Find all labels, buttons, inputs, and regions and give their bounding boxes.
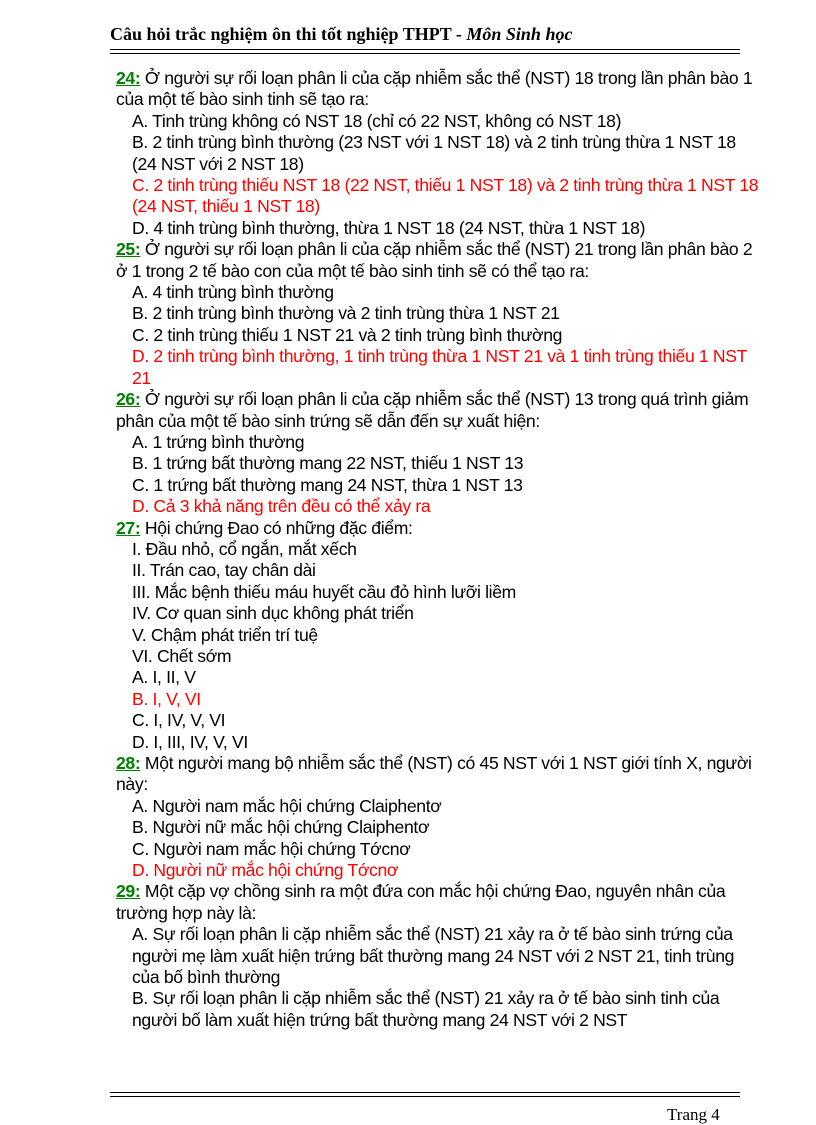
question-number: 25: (116, 239, 141, 260)
statement-i: I. Đầu nhỏ, cổ ngắn, mắt xếch (132, 538, 357, 559)
header-subject: Môn Sinh học (466, 24, 573, 44)
option-c: C. Người nam mắc hội chứng Tớcnơ (132, 838, 411, 859)
statement-iv: IV. Cơ quan sinh dục không phát triển (132, 603, 414, 624)
header-separator: - (451, 24, 467, 44)
option-b: B. Sự rối loạn phân li cặp nhiễm sắc thể (NST) 21 xảy ra ở tế bào sinh tinh của người bố làm xuất hiện trứng bất thường mang 24 NST với 2 NST (132, 988, 720, 1030)
question-stem: Ở người sự rối loạn phân li của cặp nhiễm sắc thể (NST) 18 trong lần phân bào 1 của một tế bào sinh tinh sẽ tạo ra: (116, 68, 753, 110)
header-rule-bottom (110, 53, 740, 54)
option-d: D. 4 tinh trùng bình thường, thừa 1 NST 18 (24 NST, thừa 1 NST 18) (132, 217, 646, 238)
option-a: A. Người nam mắc hội chứng Claiphentơ (132, 795, 442, 816)
option-d: D. I, III, IV, V, VI (132, 731, 248, 752)
question-24 (110, 68, 760, 111)
question-number: 29: (116, 881, 141, 902)
page-header (110, 22, 740, 46)
option-c: C. 2 tinh trùng thiếu 1 NST 21 và 2 tinh trùng bình thường (132, 324, 563, 345)
option-a: A. 4 tinh trùng bình thường (132, 282, 334, 303)
question-26 (110, 389, 760, 432)
option-b-answer: B. I, V, VI (132, 688, 201, 709)
option-c-answer: C. 2 tinh trùng thiếu NST 18 (22 NST, thiếu 1 NST 18) và 2 tinh trùng thừa 1 NST 18 (24 NST, thiếu 1 NST 18) (132, 175, 759, 217)
page-number: Trang 4 (667, 1105, 720, 1124)
header-title: Câu hỏi trắc nghiệm ôn thi tốt nghiệp THPT (110, 24, 452, 44)
option-a: A. I, II, V (132, 667, 196, 688)
statement-ii: II. Trán cao, tay chân dài (132, 560, 316, 581)
option-d-answer: D. Cả 3 khả năng trên đều có thể xảy ra (132, 496, 431, 517)
option-a: A. Tinh trùng không có NST 18 (chỉ có 22 NST, không có NST 18) (132, 110, 622, 131)
statement-vi: VI. Chết sớm (132, 645, 232, 666)
question-stem: Một cặp vợ chồng sinh ra một đứa con mắc hội chứng Đao, nguyên nhân của trường hợp này là: (116, 881, 726, 923)
option-b: B. 1 trứng bất thường mang 22 NST, thiếu 1 NST 13 (132, 453, 524, 474)
question-stem: Ở người sự rối loạn phân li của cặp nhiễm sắc thể (NST) 21 trong lần phân bào 2 ở 1 trong 2 tế bào con của một tế bào sinh tinh sẽ có thể tạo ra: (116, 239, 753, 281)
option-b: B. 2 tinh trùng bình thường và 2 tinh trùng thừa 1 NST 21 (132, 303, 560, 324)
footer-rule-bottom (110, 1096, 740, 1097)
question-list (110, 68, 760, 1031)
question-27 (110, 518, 760, 539)
question-number: 28: (116, 753, 141, 773)
option-d-answer: D. 2 tinh trùng bình thường, 1 tinh trùng thừa 1 NST 21 và 1 tinh trùng thiếu 1 NST 21 (132, 346, 747, 388)
statement-v: V. Chậm phát triển trí tuệ (132, 624, 318, 645)
question-number: 24: (116, 68, 141, 88)
question-stem: Ở người sự rối loạn phân li của cặp nhiễm sắc thể (NST) 13 trong quá trình giảm phân của một tế bào sinh trứng sẽ dẫn đến sự xuất hiện: (116, 389, 749, 431)
question-29 (110, 881, 760, 924)
option-b: B. Người nữ mắc hội chứng Claiphentơ (132, 817, 430, 838)
option-b: B. 2 tinh trùng bình thường (23 NST với 1 NST 18) và 2 tinh trùng thừa 1 NST 18 (24 NST với 2 NST 18) (132, 132, 736, 174)
question-number: 27: (116, 517, 141, 538)
question-25 (110, 239, 760, 282)
option-a: A. Sự rối loạn phân li cặp nhiễm sắc thể (NST) 21 xảy ra ở tế bào sinh trứng của người mẹ làm xuất hiện trứng bất thường mang 24 NST với 2 NST 21, tinh trùng của bố bình thường (132, 924, 735, 988)
question-28 (110, 753, 760, 796)
question-stem: Một người mang bộ nhiễm sắc thể (NST) có 45 NST với 1 NST giới tính X, người này: (116, 753, 752, 795)
question-stem: Hội chứng Đao có những đặc điểm: (140, 517, 413, 538)
option-d-answer: D. Người nữ mắc hội chứng Tớcnơ (132, 860, 399, 881)
option-c: C. 1 trứng bất thường mang 24 NST, thừa 1 NST 13 (132, 474, 523, 495)
header-rule-top (110, 49, 740, 50)
footer-rule-top (110, 1092, 740, 1093)
option-c: C. I, IV, V, VI (132, 710, 226, 731)
option-a: A. 1 trứng bình thường (132, 431, 305, 452)
statement-iii: III. Mắc bệnh thiếu máu huyết cầu đỏ hình lưỡi liềm (132, 581, 516, 602)
question-number: 26: (116, 389, 141, 410)
